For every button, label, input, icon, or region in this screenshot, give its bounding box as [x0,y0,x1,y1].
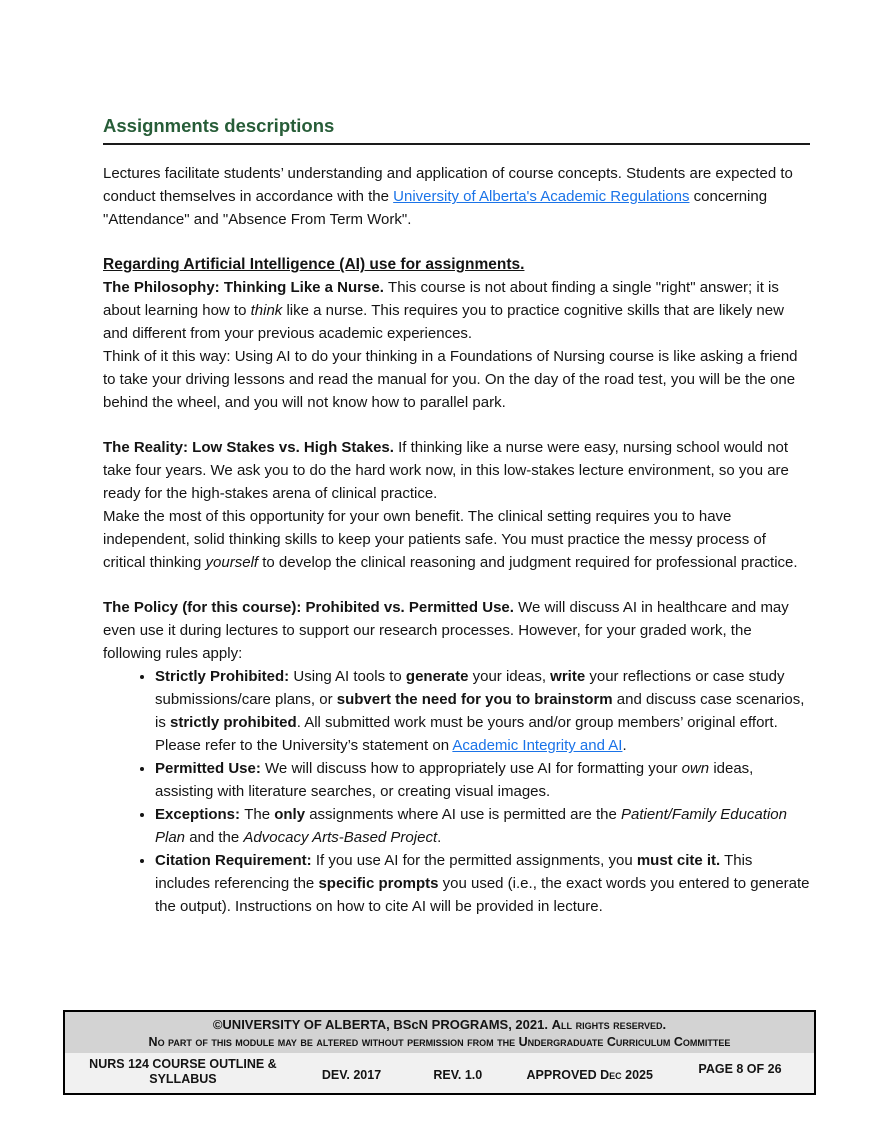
text-run: concerning "Attendance" and "Absence From Term Work". [103,188,768,229]
text-run: The Philosophy: Thinking Like a Nurse. [103,279,389,297]
text-run: must cite it. [636,852,721,870]
footer-info-row [65,1053,814,1093]
text-run: subvert the need for you to brainstorm [336,691,613,709]
text-run: think [250,302,283,320]
text-run: Citation Requirement: [155,852,316,870]
ai-section-heading: Regarding Artificial Intelligence (AI) use for assignments. [103,256,525,274]
policy-paragraph [103,596,810,665]
academic-integrity-ai-link[interactable]: Academic Integrity and AI [452,737,623,755]
text-run: Dec [600,1067,622,1082]
text-run: ideas, assisting with literature searches, or creating visual images. [155,760,754,801]
text-run: Advocacy Arts-Based Project [243,829,438,847]
text-run: and the [185,829,244,847]
reality-paragraph-2 [103,505,810,574]
copyright-line [75,1017,804,1034]
text-run: own [681,760,710,778]
text-run: like a nurse. This requires you to practice cognitive skills that are likely new and different from your previous academic experiences. [103,302,784,343]
text-run: Permitted Use: [155,760,266,778]
text-run: Patient/Family Education Plan [155,806,787,847]
footer-page-number: PAGE 8 OF 26 [698,1061,782,1076]
text-run: strictly prohibited [170,714,297,732]
text-run: We will discuss AI in healthcare and may even use it during lectures to support our research processes. However, for your graded work, the following rules apply: [103,599,789,663]
permission-line [75,1034,804,1050]
text-run: All rights reserved. [551,1017,667,1032]
text-run: If you use AI for the permitted assignments, you [315,852,637,870]
text-run: generate [405,668,469,686]
bullet-citation-requirement [155,849,810,918]
text-run: Using AI tools to [293,668,406,686]
text-run: This course is not about finding a single "right" answer; it is about learning how to [103,279,779,320]
text-run: assignments where AI use is permitted are the [305,806,622,824]
text-run: you used (i.e., the exact words you entered to generate the output). Instructions on how to cite AI will be provided in lecture. [155,875,810,916]
text-run: ©UNIVERSITY OF ALBERTA, BScN PROGRAMS, 2021. [212,1017,552,1032]
title-rule [103,143,810,145]
policy-rules-list [103,665,810,918]
footer-table [63,1010,816,1095]
philosophy-paragraph-1 [103,276,810,345]
text-run: specific prompts [318,875,439,893]
text-run: APPROVED [526,1067,601,1082]
text-run: This includes referencing the [155,852,753,893]
footer-doc-title: NURS 124 COURSE OUTLINE & SYLLABUS [89,1057,277,1087]
intro-paragraph [103,162,810,231]
text-run: and discuss case scenarios, is [155,691,805,732]
spacer [103,231,810,253]
academic-regulations-link[interactable]: University of Alberta's Academic Regulations [393,188,690,206]
text-run: 2025 [621,1067,653,1082]
text-run: . [437,829,442,847]
text-run: Lectures facilitate students’ understanding and application of course concepts. Students are expected to conduct themselves in accordance with the [103,165,793,206]
spacer [103,574,810,596]
text-run: The Policy (for this course): Prohibited vs. Permitted Use. [103,599,519,617]
footer-approved-date [505,1068,674,1083]
footer-dev-year: DEV. 2017 [321,1067,382,1082]
text-run: only [274,806,306,824]
text-run: write [550,668,586,686]
footer-revision: REV. 1.0 [433,1067,483,1082]
bullet-permitted-use [155,757,810,803]
text-run: The Reality: Low Stakes vs. High Stakes. [103,439,399,457]
reality-paragraph-1 [103,436,810,505]
spacer [103,414,810,436]
text-run: yourself [205,554,259,572]
text-run: Think of it this way: Using AI to do your thinking in a Foundations of Nursing course is like asking a friend to take your driving lessons and read the manual for you. On the day of the road test, you will be the one behind the wheel, and you will not know how to parallel park. [103,348,798,412]
philosophy-paragraph-2 [103,345,810,414]
text-run: We will discuss how to appropriately use AI for formatting your [265,760,682,778]
text-run: your reflections or case study submissions/care plans, or [155,668,785,709]
text-run: No part of this module may be altered without permission from the Undergraduate Curriculum Committee [148,1034,731,1049]
bullet-strictly-prohibited [155,665,810,757]
text-run: Strictly Prohibited: [155,668,294,686]
section-title: Assignments descriptions [103,115,335,136]
text-run: Exceptions: [155,806,245,824]
text-run: If thinking like a nurse were easy, nursing school would not take four years. We ask you to do the hard work now, in this low-stakes lecture environment, so you are ready for the high-stakes arena of clinical practice. [103,439,789,503]
text-run: to develop the clinical reasoning and judgment required for professional practice. [258,554,798,572]
bullet-exceptions [155,803,810,849]
content-area [103,115,810,918]
text-run: . All submitted work must be yours and/or group members’ original effort. Please refer to the University’s statement on [155,714,778,755]
text-run: The [244,806,275,824]
text-run: . [622,737,627,755]
text-run: your ideas, [468,668,551,686]
footer-copyright-band [65,1012,814,1053]
text-run: Make the most of this opportunity for your own benefit. The clinical setting requires you to have independent, solid thinking skills to keep your patients safe. You must practice the messy process of critical thinking [103,508,766,572]
